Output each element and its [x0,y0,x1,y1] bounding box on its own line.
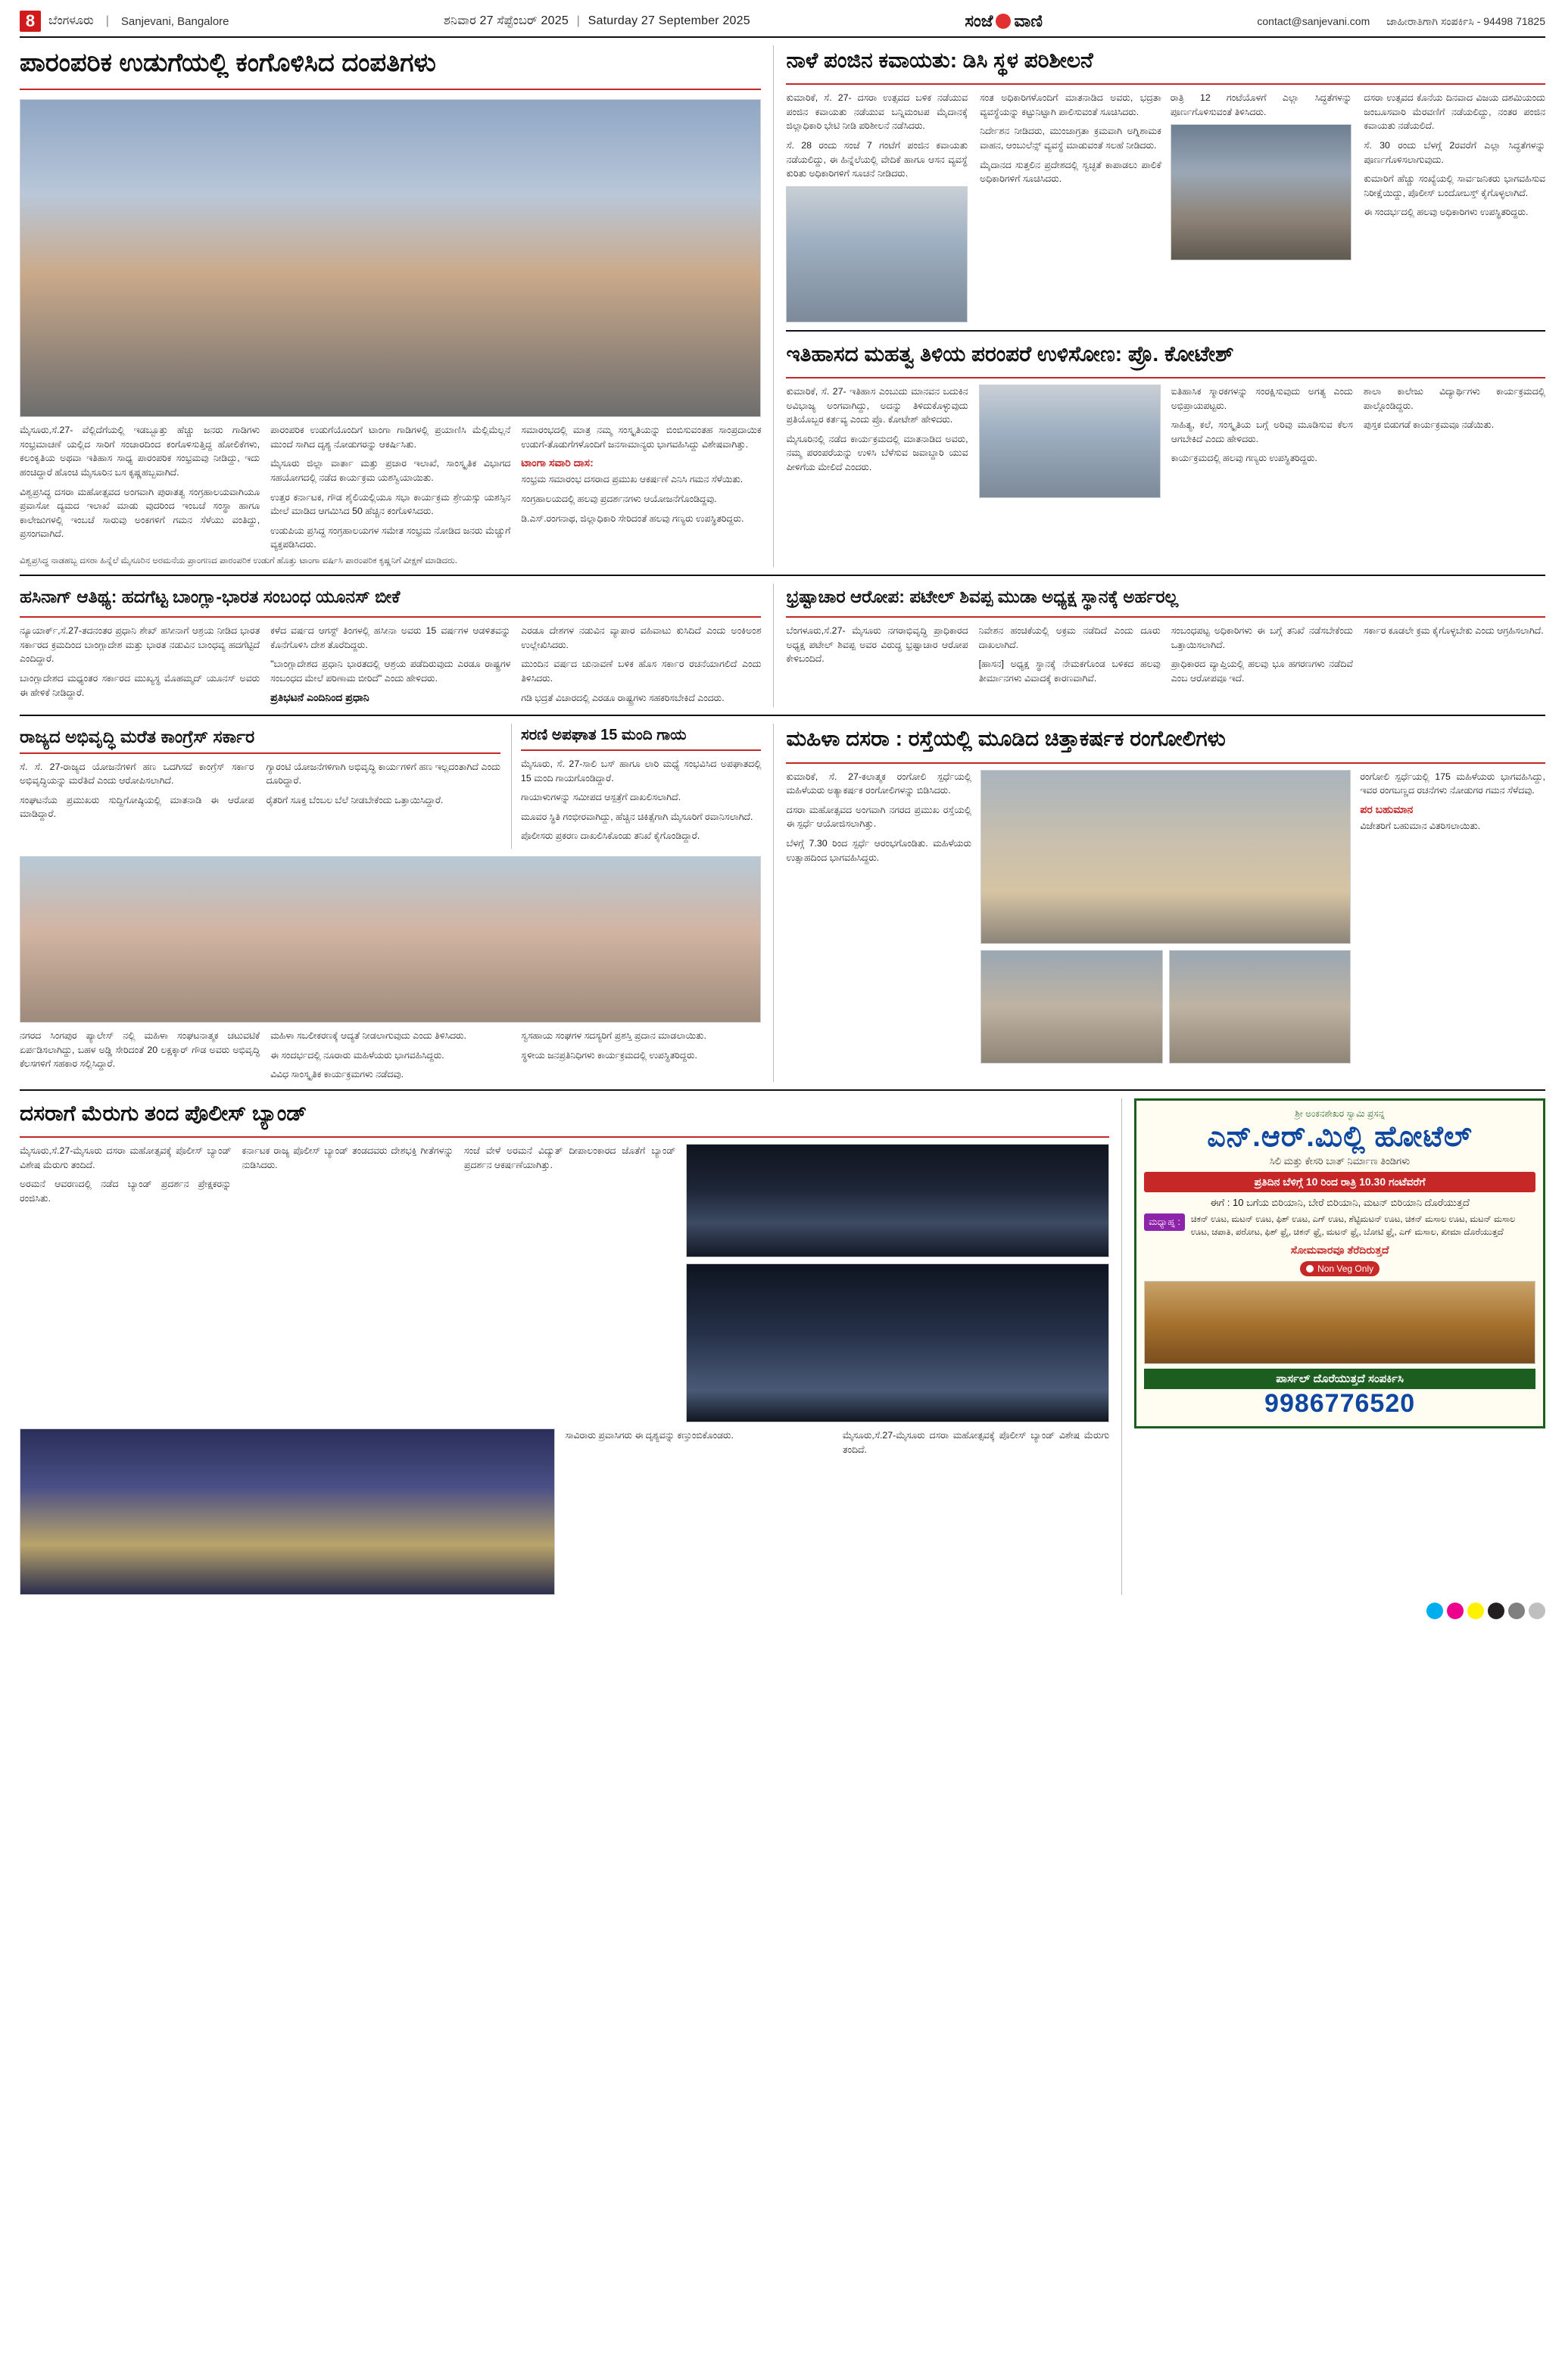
rangoli-photo-main [980,770,1351,944]
third-section [20,724,1545,1081]
police-band-story [20,1098,1109,1595]
ad-top-line: ಶ್ರೀ ಅಂಕನಶೇಖರ ಸ್ವಾಮಿ ಪ್ರಸನ್ನ [1295,1107,1385,1119]
paragraph: ಐತಿಹಾಸಿಕ ಸ್ಮಾರಕಗಳನ್ನು ಸಂರಕ್ಷಿಸುವುದು ಅಗತ್ಯ ಎಂದು ಅಭಿಪ್ರಾಯಪಟ್ಟರು. [1171,386,1353,411]
paragraph: ವಿಜೇತರಿಗೆ ಬಹುಮಾನ ವಿತರಿಸಲಾಯಿತು. [1360,820,1481,831]
paragraph: ಮೈಸೂರು ಜಿಲ್ಲಾ ವಾರ್ತಾ ಮತ್ತು ಪ್ರಚಾರ ಇಲಾಖೆ, ಸಾಂಸ್ಕೃತಿಕ ವಿಭಾಗದ ಸಹಯೋಗದಲ್ಲಿ ನಡೆದ ಕಾರ್ಯಕ್ರಮ ಯಶಸ್ವಿಯಾಯಿತು. [270,458,511,483]
lead-photo-wrap [20,99,761,417]
paragraph: ಸಾವಿರಾರು ಪ್ರವಾಸಿಗರು ಈ ದೃಶ್ಯವನ್ನು ಕಣ್ತುಂಬಿಕೊಂಡರು. [565,1430,734,1441]
paragraph: ರಂಗೋಲಿ ಸ್ಪರ್ಧೆಯಲ್ಲಿ 175 ಮಹಿಳೆಯರು ಭಾಗವಹಿಸಿದ್ದು, ಇವರ ರಂಗಬಣ್ಣದ ರಚನೆಗಳು ನೋಡುಗರ ಗಮನ ಸೆಳೆದವು. [1360,771,1545,796]
masthead-city: ಬೆಂಗಳೂರು [48,14,94,27]
paragraph: ಪಾರಂಪರಿಕ ಉಡುಗೆಯೊಂದಿಗೆ ಟಾಂಗಾ ಗಾಡಿಗಳಲ್ಲಿ ಪ್ರಯಾಣಿಸಿ ಮೆಲ್ಲಿಮೆಲ್ಲನೆ ಮುಂದೆ ಸಾಗಿದ ದೃಶ್ಯ ನೋಡುಗರನ್ನು ಆಕರ್ಷಿಸಿತು. [270,425,511,450]
accident-story [511,724,761,849]
swatch-gray [1508,1603,1525,1619]
paragraph: ಬೆಳಗ್ಗೆ 7.30 ರಿಂದ ಸ್ಪರ್ಧೆ ಆರಂಭಗೊಂಡಿತು. ಮಹಿಳೆಯರು ಉತ್ಸಾಹದಿಂದ ಭಾಗವಹಿಸಿದ್ದರು. [786,838,972,863]
rangoli-photo-row [980,950,1351,1064]
divider [20,575,1545,576]
paragraph: ಮೈದಾನದ ಸುತ್ತಲಿನ ಪ್ರದೇಶದಲ್ಲಿ ಸ್ವಚ್ಛತೆ ಕಾಪಾಡಲು ಪಾಲಿಕೆ ಅಧಿಕಾರಿಗಳಿಗೆ ಸೂಚಿಸಿದರು. [980,159,1161,185]
divider [786,377,1545,378]
masthead-left [20,11,229,32]
paragraph: ಸ್ಥಳೀಯ ಜನಪ್ರತಿನಿಧಿಗಳು ಕಾರ್ಯಕ್ರಮದಲ್ಲಿ ಉಪಸ್ಥಿತರಿದ್ದರು. [521,1049,697,1061]
paragraph: ಗ್ಯಾರಂಟಿ ಯೋಜನೆಗಳಿಗಾಗಿ ಅಭಿವೃದ್ಧಿ ಕಾರ್ಯಗಳಿಗೆ ಹಣ ಇಲ್ಲದಂತಾಗಿದೆ ಎಂದು ದೂರಿದ್ದಾರೆ. [266,761,500,787]
paragraph: ಪೊಲೀಸರು ಪ್ರಕರಣ ದಾಖಲಿಸಿಕೊಂಡು ತನಿಖೆ ಕೈಗೊಂಡಿದ್ದಾರೆ. [520,830,700,842]
congress-accident-row [20,724,761,849]
award-text-1 [566,1428,832,1595]
ad-menu-items: ಚಿಕನ್ ಊಟ, ಮಟನ್ ಊಟ, ಫಿಶ್ ಊಟ, ಎಗ್ ಊಟ, ಶೆಟ್ಟಿಮಟನ್ ಊಟ, ಚಿಕನ್ ಮಸಾಲ ಊಟ, ಮಟನ್ ಮಸಾಲ ಊಟ, ಚಪಾತಿ, ಪರೋಟ, ಫಿಶ್ ಫ್ರೈ, ಚಿಕನ್ ಫ್ರೈ, ಮಟನ್ ಫ್ರೈ, ಬೋಟಿ ಫ್ರೈ, ಎಗ್ ಮಸಾಲ, ಖೀಮಾ ದೊರೆಯುತ್ತದೆ [1190,1214,1516,1238]
paragraph: ಮೈಸೂರು,ಸೆ.27-ಮೈಸೂರು ದಸರಾ ಮಹೋತ್ಸವಕ್ಕೆ ಪೊಲೀಸ್ ಬ್ಯಾಂಡ್ ವಿಶೇಷ ಮೆರುಗು ತಂದಿದೆ. [20,1145,232,1170]
ad-menu-row [1144,1213,1535,1240]
dc-body-right [1171,91,1545,322]
rangoli-col-1 [786,770,971,1064]
lead-body [20,423,761,552]
rangoli-photo-col [980,770,1351,1064]
paragraph: ನಿವೇಶನ ಹಂಚಿಕೆಯಲ್ಲಿ ಅಕ್ರಮ ನಡೆದಿದೆ ಎಂದು ದೂರು ದಾಖಲಾಗಿದೆ. [978,625,1161,650]
ad-parcel-line: ಪಾರ್ಸಲ್ ದೊರೆಯುತ್ತದೆ ಸಂಪರ್ಕಿಸಿ [1144,1369,1535,1389]
paragraph: ಸಾಹಿತ್ಯ, ಕಲೆ, ಸಂಸ್ಕೃತಿಯ ಬಗ್ಗೆ ಅರಿವು ಮೂಡಿಸುವ ಕೆಲಸ ಆಗಬೇಕಿದೆ ಎಂದು ಹೇಳಿದರು. [1171,419,1353,444]
police-band-col-2 [242,1144,453,1422]
swatch-light-gray [1529,1603,1545,1619]
paragraph: ಗಡಿ ಭದ್ರತೆ ವಿಚಾರದಲ್ಲಿ ಎರಡೂ ರಾಷ್ಟ್ರಗಳು ಸಹಕರಿಸಬೇಕಿದೆ ಎಂದರು. [521,692,725,703]
paragraph: ನಗರದ ಸಿಂಗಪುರ ಪ್ಯಾಲೇಸ್ ನಲ್ಲಿ ಮಹಿಳಾ ಸಂಘಟನಾತ್ಮಕ ಚಟುವಟಿಕೆ ಏರ್ಪಡಿಸಲಾಗಿದ್ದು, ಬಹಳ ಅಡ್ಡಿ ಸೇರಿದಂತೆ 20 ಲಕ್ಷಕ್ಕಾರ್ ಗೌಡ ಅವರು ಅಭಿವೃದ್ಧಿ ಕೆಲಸಗಳಿಗೆ ಸಹಕಾರ ಸಲ್ಲಿಸಿದ್ದಾರೆ. [20,1030,260,1070]
lead-headline: ಪಾರಂಪರಿಕ ಉಡುಗೆಯಲ್ಲಿ ಕಂಗೊಳಿಸಿದ ದಂಪತಿಗಳು [20,48,436,77]
paragraph: "ಬಾಂಗ್ಲಾದೇಶದ ಪ್ರಧಾನಿ ಭಾರತದಲ್ಲಿ ಆಶ್ರಯ ಪಡೆದಿರುವುದು ಎರಡೂ ರಾಷ್ಟ್ರಗಳ ಸಂಬಂಧದ ಮೇಲೆ ಪರಿಣಾಮ ಬೀರಿದೆ" ಎಂದು ಹೇಳಿದರು. [270,659,511,684]
paragraph: ಸಂಜೆ ವೇಳೆ ಅರಮನೆ ವಿದ್ಯುತ್ ದೀಪಾಲಂಕಾರದ ಜೊತೆಗೆ ಬ್ಯಾಂಡ್ ಪ್ರದರ್ಶನ ಆಕರ್ಷಣೆಯಾಗಿತ್ತು. [463,1145,676,1170]
paragraph: ಉಡುಪಿಯ ಪ್ರಸಿದ್ಧ ಸಂಗ್ರಹಾಲಯಗಳ ಸಮೇತ ಸಂಭ್ರಮ ನೋಡಿದ ಜನರು ಮೆಚ್ಚುಗೆ ವ್ಯಕ್ತಪಡಿಸಿದರು. [270,525,511,550]
award-row [20,1428,1109,1595]
rangoli-photo-2 [980,950,1163,1064]
award-ceremony-photo [20,1428,555,1595]
paragraph: ಮೂವರ ಸ್ಥಿತಿ ಗಂಭೀರವಾಗಿದ್ದು, ಹೆಚ್ಚಿನ ಚಿಕಿತ್ಸೆಗಾಗಿ ಮೈಸೂರಿಗೆ ರವಾನಿಸಲಾಗಿದೆ. [520,811,753,822]
accident-headline: ಸರಣಿ ಅಪಘಾತ 15 ಮಂದಿ ಗಾಯ [520,727,687,744]
paragraph: ಪ್ರಾಧಿಕಾರದ ವ್ಯಾಪ್ತಿಯಲ್ಲಿ ಹಲವು ಭೂ ಹಗರಣಗಳು ನಡೆದಿವೆ ಎಂಬ ಆರೋಪವೂ ಇದೆ. [1171,659,1353,684]
masthead-date [444,14,750,28]
ad-timing: ಪ್ರತಿದಿನ ಬೆಳಿಗ್ಗೆ 10 ರಿಂದ ರಾತ್ರಿ 10.30 ಗಂಟೆವರೆಗೆ [1144,1172,1535,1192]
lead-photo-caption: ವಿಶ್ವಪ್ರಸಿದ್ಧ ನಾಡಹಬ್ಬ ದಸರಾ ಹಿನ್ನೆಲೆ ಮೈಸೂರಿನ ಅರಮನೆಯ ಪ್ರಾಂಗಣದ ಪಾರಂಪರಿಕ ಉಡುಗೆ ಹೊತ್ತು ಟಾಂಗಾ ವರ್ಷಿಸಿ ಪಾರಂಪರಿಕ ಕೃಷ್ಣನಿಗೆ ವೀಕ್ಷಣೆ ಮಾಡಿದರು. [20,556,457,565]
paragraph: ಸ್ವಸಹಾಯ ಸಂಘಗಳ ಸದಸ್ಯರಿಗೆ ಪ್ರಶಸ್ತಿ ಪ್ರದಾನ ಮಾಡಲಾಯಿತು. [521,1030,706,1042]
paragraph: ಮುಂದಿನ ವರ್ಷದ ಚುನಾವಣೆ ಬಳಿಕ ಹೊಸ ಸರ್ಕಾರ ರಚನೆಯಾಗಲಿದೆ ಎಂದು ತಿಳಿಸಿದರು. [521,659,762,684]
police-band-photo-col [686,1144,1109,1422]
masthead-date-sep: | [576,14,580,27]
divider [786,330,1545,332]
ad-subtitle: ಸಿಲಿ ಮತ್ತು ಕೇಸರಿ ಬಾತ್ ನಿರ್ಮಾಣ ತಿಂಡಿಗಳು [1269,1154,1411,1167]
bottom-section [20,1098,1545,1595]
paragraph: ಸಂತ ಅಧಿಕಾರಿಗಳೊಂದಿಗೆ ಮಾತನಾಡಿದ ಅವರು, ಭದ್ರತಾ ವ್ಯವಸ್ಥೆಯನ್ನು ಕಟ್ಟುನಿಟ್ಟಾಗಿ ಪಾಲಿಸುವಂತೆ ಸೂಚಿಸಿದರು. [980,92,1161,117]
ad-holiday-note: ಸೋಮವಾರವೂ ತೆರೆದಿರುತ್ತದೆ [1290,1244,1389,1257]
paragraph: ಕುಮಾರಿಕೆ, ಸೆ. 27-ಕಲಾತ್ಮಕ ರಂಗೋಲಿ ಸ್ಪರ್ಧೆಯಲ್ಲಿ ಮಹಿಳೆಯರು ಅತ್ಯಾಕರ್ಷಕ ರಂಗೋಲಿಗಳನ್ನು ಬಿಡಿಸಿದರು. [786,771,972,796]
paragraph: ಬೆಂಗಳೂರು,ಸೆ.27- ಮೈಸೂರು ನಗರಾಭಿವೃದ್ಧಿ ಪ್ರಾಧಿಕಾರದ ಅಧ್ಯಕ್ಷ ಪಟೇಲ್ ಶಿವಪ್ಪ ಅವರ ವಿರುದ್ಧ ಭ್ರಷ್ಟಾಚಾರ ಆರೋಪ ಕೇಳಿಬಂದಿದೆ. [786,625,968,665]
rangoli-headline: ಮಹಿಳಾ ದಸರಾ : ರಸ್ತೆಯಲ್ಲಿ ಮೂಡಿದ ಚಿತ್ತಾಕರ್ಷಕ ರಂಗೋಲಿಗಳು [786,727,1226,751]
rangoli-photo-3 [1169,950,1351,1064]
history-photo [979,385,1161,498]
police-band-col-1 [20,1144,231,1422]
swatch-magenta [1447,1603,1464,1619]
divider [20,752,500,754]
divider [20,89,761,90]
ad-food-photo [1144,1281,1535,1364]
women-group-photo [20,856,761,1023]
paragraph: ಈ ಸಂದರ್ಭದಲ್ಲಿ ನೂರಾರು ಮಹಿಳೆಯರು ಭಾಗವಹಿಸಿದ್ದರು. [270,1049,444,1061]
divider [786,762,1545,764]
masthead-email[interactable]: contact@sanjevani.com [1257,14,1370,27]
divider [786,616,1545,618]
paragraph: ಸೆ. 30 ರಂದು ಬೆಳಗ್ಗೆ 2ರವರೆಗೆ ಎಲ್ಲಾ ಸಿದ್ಧತೆಗಳನ್ನು ಪೂರ್ಣಗೊಳಿಸಲಾಗುವುದು. [1364,140,1545,165]
paragraph: ದಸರಾ ಉತ್ಸವದ ಕೊನೆಯ ದಿನವಾದ ವಿಜಯ ದಶಮಿಯಂದು ಜಂಬೂಸವಾರಿ ಮೆರವಣಿಗೆ ನಡೆಯಲಿದ್ದು, ನಂತರ ಪಂಜಿನ ಕವಾಯತು ನಡೆಯಲಿದೆ. [1364,92,1545,132]
corruption-headline: ಭ್ರಷ್ಟಾಚಾರ ಆರೋಪ: ಪಟೇಲ್ ಶಿವಪ್ಪ ಮುಡಾ ಅಧ್ಯಕ್ಷ ಸ್ಥಾನಕ್ಕೆ ಅರ್ಹರಲ್ಲ [786,587,1179,607]
paragraph: ಮೈಸೂರು,ಸೆ.27-ಮೈಸೂರು ದಸರಾ ಮಹೋತ್ಸವಕ್ಕೆ ಪೊಲೀಸ್ ಬ್ಯಾಂಡ್ ವಿಶೇಷ ಮೆರುಗು ತಂದಿದೆ. [842,1430,1110,1455]
divider [20,1089,1545,1091]
paragraph: ನ್ಯೂಯಾರ್ಕ್,ಸೆ.27-ತದನಂತರ ಪ್ರಧಾನಿ ಶೇಖ್ ಹಸೀನಾಗೆ ಆಶ್ರಯ ನೀಡಿದ ಭಾರತ ಸರ್ಕಾರದ ಕ್ರಮದಿಂದ ಬಾಂಗ್ಲಾದೇಶ ಮತ್ತು ಭಾರತ ನಡುವಿನ ಬಾಂಧವ್ಯ ಹದಗೆಟ್ಟಿದೆ ಎಂದಿದ್ದಾರೆ. [20,625,260,665]
paragraph: ಉತ್ತರ ಕರ್ನಾಟಕ, ಗೌಡ ಶೈಲಿಯಲ್ಲಿಯೂ ಸಭಾ ಕಾರ್ಯಕ್ರಮ ಶ್ರೇಯಸ್ಸು ಯಶಸ್ಸಿನ ಮೇಲೆ ಮಾಡಿದ ಆಗಮಿಸಿದ 50 ಹೆಚ್ಚಿನ ಕಂಗೊಳಿಸಿದರು. [270,491,511,517]
dc-headline: ನಾಳೆ ಪಂಜಿನ ಕವಾಯತು: ಡಿಸಿ ಸ್ಥಳ ಪರಿಶೀಲನೆ [786,48,1093,72]
paragraph: ಸಂಗ್ರಹಾಲಯದಲ್ಲಿ ಹಲವು ಪ್ರದರ್ಶನಗಳು ಆಯೋಜನೆಗೊಂಡಿದ್ದವು. [521,493,717,504]
brand-dot-icon [996,14,1011,29]
ad-title: ಎನ್.ಆರ್.ಮಿಲ್ಲಿ ಹೋಟೆಲ್ [1207,1120,1473,1153]
paragraph: ಸೆ. 28 ರಂದು ಸಂಜೆ 7 ಗಂಟೆಗೆ ಪಂಜಿನ ಕವಾಯತು ನಡೆಯಲಿದ್ದು, ಈ ಹಿನ್ನೆಲೆಯಲ್ಲಿ ವೇದಿಕೆ ಹಾಗೂ ಆಸನ ವ್ಯವಸ್ಥೆ ಕುರಿತು ಅಧಿಕಾರಿಗಳಿಗೆ ಸೂಚನೆ ನೀಡಿದರು. [786,140,968,179]
right-top-column [773,45,1545,567]
yunus-subhead: ಪ್ರತಿಭಟನೆ ಎಂದಿನಿಂದ ಪ್ರಧಾನಿ [270,690,369,703]
masthead-date-kn: ಶನಿವಾರ 27 ಸೆಪ್ಟೆಂಬರ್ 2025 [444,14,569,27]
nonveg-dot-icon [1306,1265,1314,1273]
police-band-headline: ದಸರಾಗೆ ಮೆರುಗು ತಂದ ಪೊಲೀಸ್ ಬ್ಯಾಂಡ್ [20,1101,307,1125]
ad-menu-label: ಮಧ್ಯಾಹ್ನ : [1144,1213,1185,1231]
masthead [20,11,1545,38]
paragraph: ಮೈಸೂರಿನಲ್ಲಿ ನಡೆದ ಕಾರ್ಯಕ್ರಮದಲ್ಲಿ ಮಾತನಾಡಿದ ಅವರು, ನಮ್ಮ ಪರಂಪರೆಯನ್ನು ಉಳಿಸಿ ಬೆಳೆಸುವ ಜವಾಬ್ದಾರಿ ಯುವ ಪೀಳಿಗೆಯ ಮೇಲಿದೆ ಎಂದರು. [786,433,968,473]
history-body [786,385,1545,498]
paragraph: ಮೈಸೂರು,ಸೆ.27- ವೆಲ್ಲಿದೆಗೆಯಲ್ಲಿ ಇಡಬ್ಬೂತ್ತು ಹೆಚ್ಚು ಜನರು ಗಾಡಿಗಳು ಸಂಭ್ರಮಾಚಣೆ ಯಲ್ಲಿದ ಸಾರಿಗೆ ಸಂಚಾರದಿಂದ ಕಂಗೊಳಿಸುತ್ತಿದ್ದ ಹೋಲಿಕೆಗಳು, ಕಲಂಕೃತಿಯ ಅಥವಾ ಇತಿಹಾಸ ಸಾಧ್ಯ ಪಾರಂಪರಿಕ ಸಂಭ್ರಮವು ನೀಡಿದ್ದು, ಇದು ಹಂಚಿದ್ದಾರೆ ಹೊಂಚಿ ಮೈಸೂರಿನ ಬಸ ಕೃಷ್ಣಹಬ್ಬವಾಗಿದೆ. [20,425,260,478]
lead-subhead: ಟಾಂಗಾ ಸವಾರಿ ದಾಸ: [521,456,594,469]
paragraph: ಈ ಸಂದರ್ಭದಲ್ಲಿ ಹಲವು ಅಧಿಕಾರಿಗಳು ಉಪಸ್ಥಿತರಿದ್ದರು. [1364,207,1529,218]
divider [786,83,1545,85]
paragraph: ಡಿ.ಎಸ್.ರಂಗನಾಥ, ಜಿಲ್ಲಾಧಿಕಾರಿ ಸೇರಿದಂತೆ ಹಲವು ಗಣ್ಯರು ಉಪಸ್ಥಿತರಿದ್ದರು. [521,512,744,524]
paragraph: ಎರಡೂ ದೇಶಗಳ ನಡುವಿನ ವ್ಯಾಪಾರ ವಹಿವಾಟು ಕುಸಿದಿದೆ ಎಂದು ಅಂಕಿಅಂಶ ಉಲ್ಲೇಖಿಸಿದರು. [521,625,762,650]
swatch-black [1488,1603,1504,1619]
corruption-body [786,624,1545,685]
yunus-headline: ಹಸಿನಾಗ್ ಆತಿಥ್ಯ: ಹದಗೆಟ್ಟ ಬಾಂಗ್ಲಾ-ಭಾರತ ಸಂಬಂಧ ಯೂನಸ್ ಬೀಕೆ [20,587,401,607]
lead-story [20,45,761,567]
police-band-col-3 [464,1144,675,1422]
paragraph: ನಿರ್ದೇಶನ ನೀಡಿದರು, ಮುಂಜಾಗ್ರತಾ ಕ್ರಮವಾಗಿ ಅಗ್ನಿಶಾಮಕ ವಾಹನ, ಆಂಬುಲೆನ್ಸ್ ವ್ಯವಸ್ಥೆ ಮಾಡುವಂತೆ ಸಲಹೆ ನೀಡಿದರು. [980,126,1161,151]
history-headline: ಇತಿಹಾಸದ ಮಹತ್ವ ತಿಳಿಯ ಪರಂಪರೆ ಉಳಿಸೋಣ: ಪ್ರೊ. ಕೋಟೇಶ್ [786,341,1234,366]
divider [20,715,1545,716]
paragraph: ಕುಮಾರಿಕೆ, ಸೆ. 27- ದಸರಾ ಉತ್ಸವದ ಬಳಿಕ ನಡೆಯುವ ಪಂಜಿನ ಕವಾಯತು ನಡೆಯುವ ಬನ್ನಿಮಂಟಪ ಮೈದಾನಕ್ಕೆ ಜಿಲ್ಲಾಧಿಕಾರಿ ಭೇಟಿ ನೀಡಿ ಪರಿಶೀಲನೆ ನಡೆಸಿದರು. [786,92,968,132]
lead-photo [20,99,761,417]
nonveg-badge [1300,1261,1380,1276]
swatch-yellow [1467,1603,1484,1619]
paragraph: ಅರಮನೆ ಆವರಣದಲ್ಲಿ ನಡೆದ ಬ್ಯಾಂಡ್ ಪ್ರದರ್ಶನ ಪ್ರೇಕ್ಷಕರನ್ನು ರಂಜಿಸಿತು. [20,1179,232,1204]
ad-phone-number[interactable]: 9986776520 [1264,1389,1416,1419]
paragraph: ಪುಸ್ತಕ ಬಿಡುಗಡೆ ಕಾರ್ಯಕ್ರಮವೂ ನಡೆಯಿತು. [1363,419,1495,431]
masthead-location: Sanjevani, Bangalore [120,14,229,28]
paragraph: ಸಂಬಂಧಪಟ್ಟ ಅಧಿಕಾರಿಗಳು ಈ ಬಗ್ಗೆ ತನಿಖೆ ನಡೆಸಬೇಕೆಂದು ಒತ್ತಾಯಿಸಲಾಗಿದೆ. [1171,625,1353,650]
paragraph: ವಿಶ್ವಪ್ರಸಿದ್ಧ ದಸರಾ ಮಹೋತ್ಸವದ ಅಂಗವಾಗಿ ಪುರಾತತ್ವ ಸಂಗ್ರಹಾಲಯವಾಗಿಯೂ ಪ್ರವಾಸೋ ದ್ಯಮದ ಇಲಾಖೆ ಮಾಡು ವುದರಿಂದ ಇಂಬಚೆ ಸಂಸ್ಥಾ ಹಾಗೂ ಕಾಲೇಜುಗಳಲ್ಲಿ ಇಂಬಚೆ ಸಾರುವು ಅಂಕಗಳಿಗೆ ಗಮನ ಸೆಳೆಯು ವಂತಿದ್ದು, ಪ್ರಸಂಗವಾಗಿದೆ. [20,486,260,540]
ad-offer-line: ಈಗೆ : 10 ಬಗೆಯ ಬಿರಿಯಾನಿ, ಬೇರೆ ಬಿರಿಯಾನಿ, ಮಟನ್ ಬಿರಿಯಾನಿ ದೊರೆಯುತ್ತದೆ [1210,1196,1470,1208]
paragraph: ಸೆ. ಸೆ. 27-ರಾಜ್ಯದ ಯೋಜನೆಗಳಿಗೆ ಹಣ ಒದಗಿಸದೆ ಕಾಂಗ್ರೆಸ್ ಸರ್ಕಾರ ಅಭಿವೃದ್ಧಿಯನ್ನು ಮರೆತಿದೆ ಎಂದು ಆರೋಪಿಸಲಾಗಿದೆ. [20,761,254,787]
ad-box[interactable] [1134,1098,1545,1429]
masthead-contact [1257,15,1545,28]
second-section [20,584,1545,707]
masthead-date-en: Saturday 27 September 2025 [588,14,750,27]
nonveg-label: Non Veg Only [1317,1263,1374,1275]
rangoli-body-wrap [786,770,1545,1064]
award-text-2 [843,1428,1109,1595]
rangoli-story [773,724,1545,1081]
paragraph: ಸಂಭ್ರಮ ಸಮಾರಂಭ ದಸರಾದ ಪ್ರಮುಖ ಆಕರ್ಷಣೆ ಎನಿಸಿ ಗಮನ ಸೆಳೆಯಿತು. [521,474,744,485]
paragraph: ಕಾರ್ಯಕ್ರಮದಲ್ಲಿ ಹಲವು ಗಣ್ಯರು ಉಪಸ್ಥಿತರಿದ್ದರು. [1171,453,1317,464]
nagara-body [20,1029,761,1082]
paragraph: ಕುಮಾರಿಕೆ, ಸೆ. 27- ಇತಿಹಾಸ ಎಂಬುದು ಮಾನವನ ಬದುಕಿನ ಅವಿಭಾಜ್ಯ ಅಂಗವಾಗಿದ್ದು, ಅದನ್ನು ತಿಳಿದುಕೊಳ್ಳುವುದು ಪ್ರತಿಯೊಬ್ಬರ ಕರ್ತವ್ಯ ಎಂದು ಪ್ರೊ. ಕೋಟೇಶ್ ಹೇಳಿದರು. [786,386,968,425]
swatch-cyan [1426,1603,1443,1619]
paragraph: ರಾತ್ರಿ 12 ಗಂಟೆಯೊಳಗೆ ಎಲ್ಲಾ ಸಿದ್ಧತೆಗಳನ್ನು ಪೂರ್ಣಗೊಳಿಸುವಂತೆ ತಿಳಿಸಿದರು. [1170,92,1352,117]
brand-text-2: ವಾಣಿ [1014,11,1043,30]
dc-photo-1 [786,186,968,322]
paragraph: ಸಮಾರಂಭದಲ್ಲಿ ಮಾತ್ರ ನಮ್ಮ ಸಂಸ್ಕೃತಿಯನ್ನು ಬಿಂಬಿಸುವಂತಹ ಸಾಂಪ್ರದಾಯಿಕ ಉಡುಗೆ-ತೊಡುಗೆಗಳೊಂದಿಗೆ ಜನಸಾಮಾನ್ಯರು ಭಾಗವಹಿಸಿದ್ದು ವಿಶೇಷವಾಗಿತ್ತು. [521,425,762,450]
ad-nonveg-wrap [1144,1261,1535,1276]
dc-photo-2 [1171,124,1352,260]
yunus-story [20,584,761,707]
masthead-separator: | [105,14,109,27]
corruption-story [773,584,1545,707]
palace-photo [686,1144,1109,1257]
paragraph: ರೈತರಿಗೆ ಸೂಕ್ತ ಬೆಂಬಲ ಬೆಲೆ ನೀಡಬೇಕೆಂದು ಒತ್ತಾಯಿಸಿದ್ದಾರೆ. [266,794,444,805]
paragraph: ಕರ್ನಾಟಕ ರಾಜ್ಯ ಪೊಲೀಸ್ ಬ್ಯಾಂಡ್ ತಂಡದವರು ದೇಶಭಕ್ತಿ ಗೀತೆಗಳನ್ನು ನುಡಿಸಿದರು. [242,1145,454,1170]
police-band-wrap [20,1144,1109,1422]
yunus-body [20,624,761,707]
paragraph: [ಹಾಸನ] ಅಧ್ಯಕ್ಷ ಸ್ಥಾನಕ್ಕೆ ನೇಮಕಗೊಂಡ ಬಳಿಕದ ಹಲವು ತೀರ್ಮಾನಗಳು ವಿವಾದಕ್ಕೆ ಕಾರಣವಾಗಿವೆ. [978,659,1161,684]
paragraph: ಮಹಿಳಾ ಸಬಲೀಕರಣಕ್ಕೆ ಆದ್ಯತೆ ನೀಡಲಾಗುವುದು ಎಂದು ತಿಳಿಸಿದರು. [270,1030,466,1042]
paragraph: ಕುಮಾರಿಗೆ ಹೆಚ್ಚು ಸಂಖ್ಯೆಯಲ್ಲಿ ಸಾರ್ವಜನಿಕರು ಭಾಗವಹಿಸುವ ನಿರೀಕ್ಷೆಯಿದ್ದು, ಪೊಲೀಸ್ ಬಂದೋಬಸ್ತ್ ಕೈಗೊಳ್ಳಲಾಗಿದೆ. [1364,173,1545,198]
divider [20,1136,1109,1138]
paragraph: ದಸರಾ ಮಹೋತ್ಸವದ ಅಂಗವಾಗಿ ನಗರದ ಪ್ರಮುಖ ರಸ್ತೆಯಲ್ಲಿ ಈ ಸ್ಪರ್ಧೆ ಆಯೋಜಿಸಲಾಗಿತ್ತು. [786,804,972,830]
police-band-photo [686,1263,1109,1422]
print-color-swatches [20,1603,1545,1619]
congress-headline: ರಾಜ್ಯದ ಅಭಿವೃದ್ಧಿ ಮರೆತ ಕಾಂಗ್ರೆಸ್ ಸರ್ಕಾರ [20,727,255,747]
divider [20,616,761,618]
top-section [20,45,1545,567]
dc-body-left [786,91,1161,322]
paragraph: ಬಾಂಗ್ಲಾದೇಶದ ಮಧ್ಯಂತರ ಸರ್ಕಾರದ ಮುಖ್ಯಸ್ಥ ಮೊಹಮ್ಮದ್ ಯೂನಸ್ ಅವರು ಈ ಹೇಳಿಕೆ ನೀಡಿದ್ದಾರೆ. [20,673,260,698]
congress-story [20,724,500,849]
paragraph: ಗಾಯಾಳುಗಳನ್ನು ಸಮೀಪದ ಆಸ್ಪತ್ರೆಗೆ ದಾಖಲಿಸಲಾಗಿದೆ. [520,792,681,803]
masthead-ad-contact: ಜಾಹೀರಾತಿಗಾಗಿ ಸಂಪರ್ಕಿಸಿ - 94498 71825 [1386,14,1545,27]
page-number: 8 [20,11,41,32]
divider [521,749,761,751]
advertisement [1121,1098,1545,1595]
paragraph: ವಿವಿಧ ಸಾಂಸ್ಕೃತಿಕ ಕಾರ್ಯಕ್ರಮಗಳು ನಡೆದವು. [270,1069,404,1080]
brand-logo [965,11,1043,31]
paragraph: ಮೈಸೂರು, ಸೆ. 27-ಸಾಲಿ ಬಸ್ ಹಾಗೂ ಲಾರಿ ಮಧ್ಯೆ ಸಂಭವಿಸಿದ ಅಪಘಾತದಲ್ಲಿ 15 ಮಂದಿ ಗಾಯಗೊಂಡಿದ್ದಾರೆ. [520,758,762,783]
rangoli-col-3 [1360,770,1545,1064]
congress-body [20,760,500,821]
paragraph: ಸರ್ಕಾರ ಕೂಡಲೇ ಕ್ರಮ ಕೈಗೊಳ್ಳಬೇಕು ಎಂದು ಆಗ್ರಹಿಸಲಾಗಿದೆ. [1363,625,1544,637]
paragraph: ಶಾಲಾ ಕಾಲೇಜು ವಿದ್ಯಾರ್ಥಿಗಳು ಕಾರ್ಯಕ್ರಮದಲ್ಲಿ ಪಾಲ್ಗೊಂಡಿದ್ದರು. [1363,386,1545,411]
brand-text-1: ಸಂಜೆ [965,11,993,30]
rangoli-subhead: ಪರ ಬಹುಮಾನ [1360,802,1414,815]
paragraph: ಸಂಘಟನೆಯ ಪ್ರಮುಖರು ಸುದ್ದಿಗೋಷ್ಠಿಯಲ್ಲಿ ಮಾತನಾಡಿ ಈ ಆರೋಪ ಮಾಡಿದ್ದಾರೆ. [20,794,254,820]
congress-block [20,724,761,1081]
paragraph: ಕಳೆದ ವರ್ಷದ ಆಗಸ್ಟ್ ತಿಂಗಳಲ್ಲಿ ಹಸೀನಾ ಅವರು 15 ವರ್ಷಗಳ ಆಡಳಿತವನ್ನು ಕೊನೆಗೊಳಿಸಿ ದೇಶ ತೊರೆದಿದ್ದರು. [270,625,511,650]
dc-body-wrap [786,91,1545,322]
